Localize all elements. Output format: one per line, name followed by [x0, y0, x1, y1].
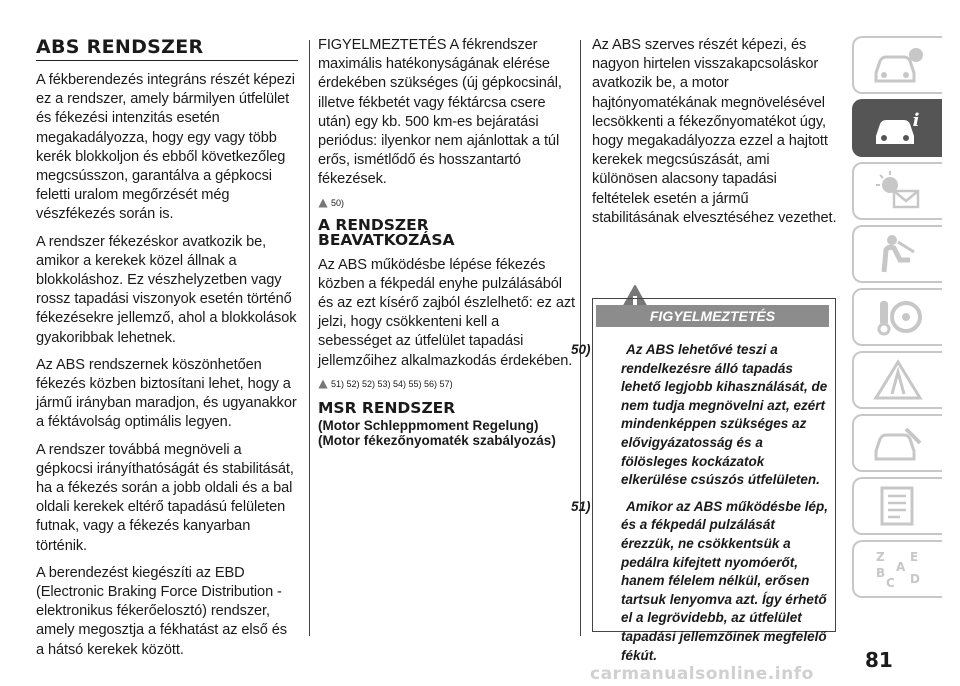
svg-text:A: A [896, 560, 906, 574]
airbag-seat-icon [870, 232, 926, 276]
warning-box [571, 298, 836, 663]
tab-lights-messages[interactable] [852, 162, 942, 220]
subsection-heading: A RENDSZER BEAVATKOZÁSA [318, 215, 455, 249]
tab-emergency[interactable] [852, 351, 942, 409]
tab-car-info[interactable] [852, 36, 942, 94]
subsection-heading: MSR RENDSZER [318, 398, 456, 417]
paragraph: A berendezést kiegészíti az EBD (Electronic Braking Force Distribution - elektronikus fékerőelosztó) rendszer, amely megosztja a fékhatást az első és a hátsó kerekek között. [36, 564, 287, 658]
warning-item [571, 498, 829, 665]
tab-car-info-active[interactable] [852, 99, 942, 157]
page-number: 81 [865, 648, 893, 672]
reference-marker [318, 379, 576, 389]
tab-starting-driving[interactable] [852, 288, 942, 346]
car-wrench-icon [870, 421, 926, 465]
warning-triangle-icon [318, 198, 328, 208]
tab-safety[interactable] [852, 225, 942, 283]
svg-text:B: B [876, 566, 886, 580]
key-steering-icon [870, 295, 926, 339]
svg-text:E: E [910, 550, 919, 564]
car-info-icon [870, 106, 926, 150]
column-middle [318, 36, 576, 454]
paragraph: A rendszer fékezéskor avatkozik be, amikor a kerekek közel állnak a blokkoláshoz. Ez vészhelyzetben vagy rossz tapadási viszonyok esetén történő fékezésekre jellemző, ahol a blokkolások gyakoribbak lehetnek. [36, 233, 297, 346]
paragraph: Az ABS rendszernek köszönhetően fékezés közben biztosítani lehet, hogy a jármű irányban maradjon, és ugyanakkor a féktávolság optimális legyen. [36, 356, 297, 431]
warning-item [571, 341, 829, 490]
warning-text: Az ABS lehetővé teszi a rendelkezésre álló tapadás lehető legjobb kihasználását, de nem tudja megnövelni azt, ezért mindenképpen szükséges az elővigyázatosság és a fölösleges kockázatok elkerülése csúszós útfelületen. [621, 342, 828, 488]
paragraph: Az ABS működésbe lépése fékezés közben a fékpedál enyhe pulzálásából és az ezt kísérő zajból észlelhető: ez azt jelzi, hogy csökkenteni kell a sebességet az útfelület tapadási jellemzőihez alkalmazkodás érdekében. [318, 256, 575, 369]
tab-technical-data[interactable] [852, 477, 942, 535]
warning-number: 51) [571, 498, 591, 514]
car-info-icon [870, 43, 926, 87]
index-letters-icon [870, 547, 926, 591]
warning-road-icon [870, 358, 926, 402]
reference-marker [318, 198, 576, 208]
warning-triangle-icon [318, 379, 328, 389]
warning-title: FIGYELMEZTETÉS [596, 305, 829, 327]
tab-maintenance[interactable] [852, 414, 942, 472]
subsection-subtitle: (Motor Schleppmoment Regelung) (Motor fékezőnyomaték szabályozás) [318, 417, 556, 448]
reference-text: 51) 52) 52) 53) 54) 55) 56) 57) [331, 378, 453, 389]
column-left [36, 36, 298, 668]
watermark: carmanualsonline.info [590, 664, 814, 684]
paragraph: A rendszer továbbá megnöveli a gépkocsi irányíthatóságát és stabilitását, ha a fékezés során a jobb oldali és a bal oldali kerekek eltérő tapadású felületen futnak, vagy a fékezés kanyarban történik. [36, 441, 294, 554]
chapter-tabs [852, 36, 942, 603]
paragraph: A fékberendezés integráns részét képezi ez a rendszer, amely bármilyen útfelület és fékezési intenzitás esetén megakadályozza, hogy egy vagy több kerék blokkoljon és ebből következőleg megcsússzon, garantálva a gépkocsi feletti uralom megőrzését még vészfékezés során is. [36, 72, 295, 223]
checklist-icon [870, 484, 926, 528]
column-right [592, 36, 838, 335]
lights-envelope-icon [870, 169, 926, 213]
warning-text: Amikor az ABS működésbe lép, és a fékpedál pulzálását érezzük, ne csökkentsük a pedálra kifejtett nyomóerőt, hanem félelem nélkül, erősen tartsuk lenyomva azt. Így érhető el a legrövidebb, az útfelület tapadási jellemzőinek megfelelő fékút. [621, 498, 829, 663]
svg-text:Z: Z [876, 550, 885, 564]
reference-text: 50) [331, 197, 345, 208]
svg-text:C: C [886, 576, 895, 590]
column-divider [309, 40, 310, 636]
warning-number: 50) [571, 342, 591, 357]
tab-index[interactable] [852, 540, 942, 598]
column-divider [580, 40, 581, 636]
svg-text:D: D [910, 572, 920, 586]
paragraph: Az ABS szerves részét képezi, és nagyon hirtelen visszakapcsoláskor avatkozik be, a motor hajtónyomatékának megnövelésével lecsökkenti a fékezőnyomatékot úgy, hogy megakadályozza ezzel a hajtott kerekek megcsúszását, ami különösen alacsony tapadási feltételek esetén a jármű stabilitásának elvesztéséhez vezethet. [592, 37, 837, 226]
section-title: ABS RENDSZER [36, 36, 298, 61]
svg-text:i: i [912, 110, 920, 131]
warning-note: FIGYELMEZTETÉS A fékrendszer maximális hatékonyságának elérése érdekében szükséges (új gépkocsinál, illetve fékbetét vagy féktárcsa csere után) egy kb. 500 km-es bejáratási periódus: ilyenkor nem ajánlottak a túl erős, ismétlődő és hosszantartó fékezések. [318, 37, 562, 188]
